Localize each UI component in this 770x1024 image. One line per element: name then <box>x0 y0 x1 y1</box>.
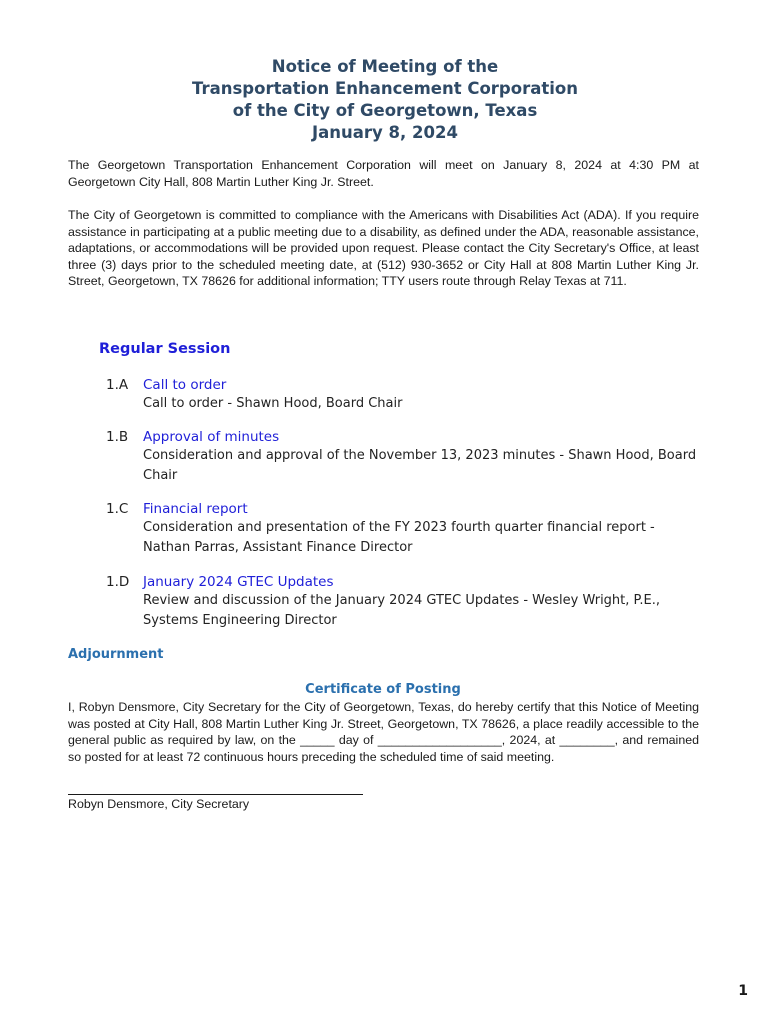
agenda-item-number: 1.B <box>106 429 129 445</box>
agenda-item-description: Consideration and presentation of the FY 2023 fourth quarter financial report - Nathan Parras, Assistant Finance Director <box>143 520 655 555</box>
adjournment-heading: Adjournment <box>68 647 164 662</box>
title-date: January 8, 2024 <box>312 123 458 142</box>
agenda-item-number: 1.C <box>106 501 129 517</box>
agenda-item-description: Review and discussion of the January 2024 GTEC Updates - Wesley Wright, P.E., Systems Engineering Director <box>143 593 660 628</box>
signature-name: Robyn Densmore, City Secretary <box>68 797 250 811</box>
agenda-item-title-link[interactable]: Approval of minutes <box>143 429 280 445</box>
title-line-2: Transportation Enhancement Corporation <box>192 79 578 98</box>
agenda-item-title-link[interactable]: Call to order <box>143 377 227 393</box>
agenda-item-title-link[interactable]: January 2024 GTEC Updates <box>143 574 334 590</box>
certificate-heading: Certificate of Posting <box>305 682 461 697</box>
agenda-item-description: Call to order - Shawn Hood, Board Chair <box>143 396 403 411</box>
page-number: 1 <box>738 983 748 999</box>
title-line-3: of the City of Georgetown, Texas <box>232 101 538 120</box>
agenda-item-title-link[interactable]: Financial report <box>143 501 248 517</box>
title-line-1: Notice of Meeting of the <box>271 57 499 76</box>
agenda-item-number: 1.D <box>106 574 130 590</box>
signature-line <box>68 794 363 795</box>
document-title <box>0 56 770 144</box>
meeting-notice-paragraph: The Georgetown Transportation Enhancement Corporation will meet on January 8, 2024 at 4:30 PM at Georgetown City Hall, 808 Martin Luther King Jr. Street. <box>68 158 699 189</box>
ada-paragraph: The City of Georgetown is committed to compliance with the Americans with Disabilities Act (ADA). If you require assistance in participating at a public meeting due to a disability, as defined under the ADA, reasonable assistance, adaptations, or accommodations will be provided upon request. Please contact the City Secretary's Office, at least three (3) days prior to the scheduled meeting date, at (512) 930-3652 or City Hall at 808 Martin Luther King Jr. Street, Georgetown, TX 78626 for additional information; TTY users route through Relay Texas at 711. <box>68 208 699 288</box>
regular-session-heading: Regular Session <box>99 341 231 357</box>
certificate-paragraph: I, Robyn Densmore, City Secretary for the City of Georgetown, Texas, do hereby certify that this Notice of Meeting was posted at City Hall, 808 Martin Luther King Jr. Street, Georgetown, TX 78626, a place readily accessible to the general public as required by law, on the _____ day of __________________, 2024, at ________, and remained so posted for at least 72 continuous hours preceding the scheduled time of said meeting. <box>68 700 699 764</box>
agenda-item-description: Consideration and approval of the November 13, 2023 minutes - Shawn Hood, Board Chair <box>143 448 697 483</box>
agenda-item-number: 1.A <box>106 377 129 393</box>
